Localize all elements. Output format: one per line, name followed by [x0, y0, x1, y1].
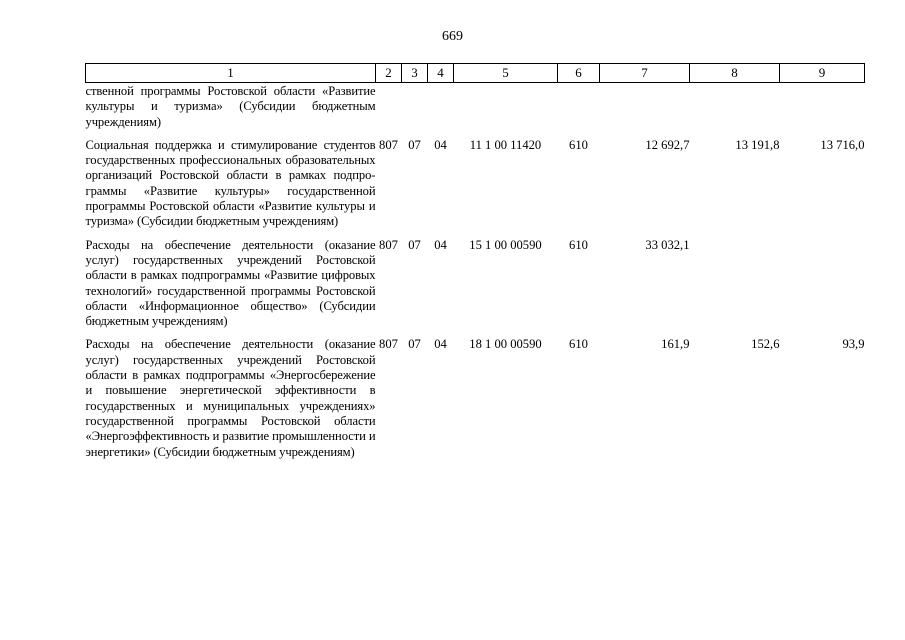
- row-amount-col7: 12 692,7: [645, 137, 690, 152]
- page-number: 669: [442, 29, 463, 44]
- row-amount-col8: [690, 230, 780, 330]
- row-section-code: [402, 83, 428, 130]
- header-row: [86, 64, 865, 83]
- table-row: [86, 83, 865, 130]
- row-target-article: 11 1 00 11420: [469, 137, 542, 152]
- header-col-6: 6: [558, 64, 600, 83]
- row-ministry-code: 807: [379, 337, 398, 352]
- row-target-article: 15 1 00 00590: [469, 237, 542, 252]
- row-subsection-code: 04: [434, 337, 447, 352]
- row-target-article: 18 1 00 00590: [469, 337, 542, 352]
- header-col-3: 3: [402, 64, 428, 83]
- row-expense-type: 610: [569, 237, 588, 252]
- row-ministry-code: 807: [379, 137, 398, 152]
- row-subsection-code: 04: [434, 237, 447, 252]
- row-ministry-code: 807: [379, 237, 398, 252]
- row-amount-col9: [780, 83, 865, 130]
- header-col-9: 9: [780, 64, 865, 83]
- row-subsection-code: 04: [434, 137, 447, 152]
- row-section-code: 07: [408, 237, 421, 252]
- row-expense-type: 610: [569, 137, 588, 152]
- row-ministry-code: [376, 83, 402, 130]
- row-amount-col9: [780, 230, 865, 330]
- budget-table: [85, 63, 865, 460]
- row-amount-col9: 13 716,0: [820, 137, 865, 152]
- header-col-7: 7: [600, 64, 690, 83]
- row-description: Расходы на обеспечение деятельности (оказание услуг) государственных учреждений Ростовской области в рамках подпрограммы «Развитие цифровых технологий» государственной программы Ростовской области «Информационное общество» (Субсидии бюджетным учреждениям): [85, 237, 376, 329]
- table-row: [86, 130, 865, 230]
- table-row: [86, 230, 865, 330]
- row-section-code: 07: [408, 137, 421, 152]
- row-amount-col7: [600, 83, 690, 130]
- row-expense-type: 610: [569, 337, 588, 352]
- row-amount-col9: 93,9: [842, 337, 865, 352]
- row-amount-col7: 161,9: [661, 337, 690, 352]
- row-amount-col8: 152,6: [751, 337, 780, 352]
- row-amount-col8: [690, 83, 780, 130]
- row-target-article: [454, 83, 558, 130]
- header-col-1: 1: [86, 64, 376, 83]
- row-amount-col8: 13 191,8: [735, 137, 780, 152]
- row-description: Расходы на обеспечение деятельности (оказание услуг) государственных учреждений Ростовской области в рамках подпрограммы «Энергосбережение и повышение энергетической эффективности в государственных и муниципальных учреждениях» государственной программы Ростовской области «Энергоэффективность и развитие промышленности и энергетики» (Субсидии бюджетным учреждениям): [85, 337, 376, 459]
- table-row: [86, 329, 865, 459]
- row-expense-type: [558, 83, 600, 130]
- row-description: ственной программы Ростовской области «Развитие культуры и туризма» (Субсидии бюджетным учреждениям): [85, 84, 376, 129]
- header-col-4: 4: [428, 64, 454, 83]
- header-col-5: 5: [454, 64, 558, 83]
- row-section-code: 07: [408, 337, 421, 352]
- header-col-8: 8: [690, 64, 780, 83]
- header-col-2: 2: [376, 64, 402, 83]
- row-subsection-code: [428, 83, 454, 130]
- row-description: Социальная поддержка и стимулирование студентов государственных профессиональных образовательных организаций Ростовской области в рамках подпрограммы «Развитие культуры» государственной программы Ростовской области «Развитие культуры и туризма» (Субсидии бюджетным учреждениям): [85, 137, 376, 229]
- row-amount-col7: 33 032,1: [645, 237, 690, 252]
